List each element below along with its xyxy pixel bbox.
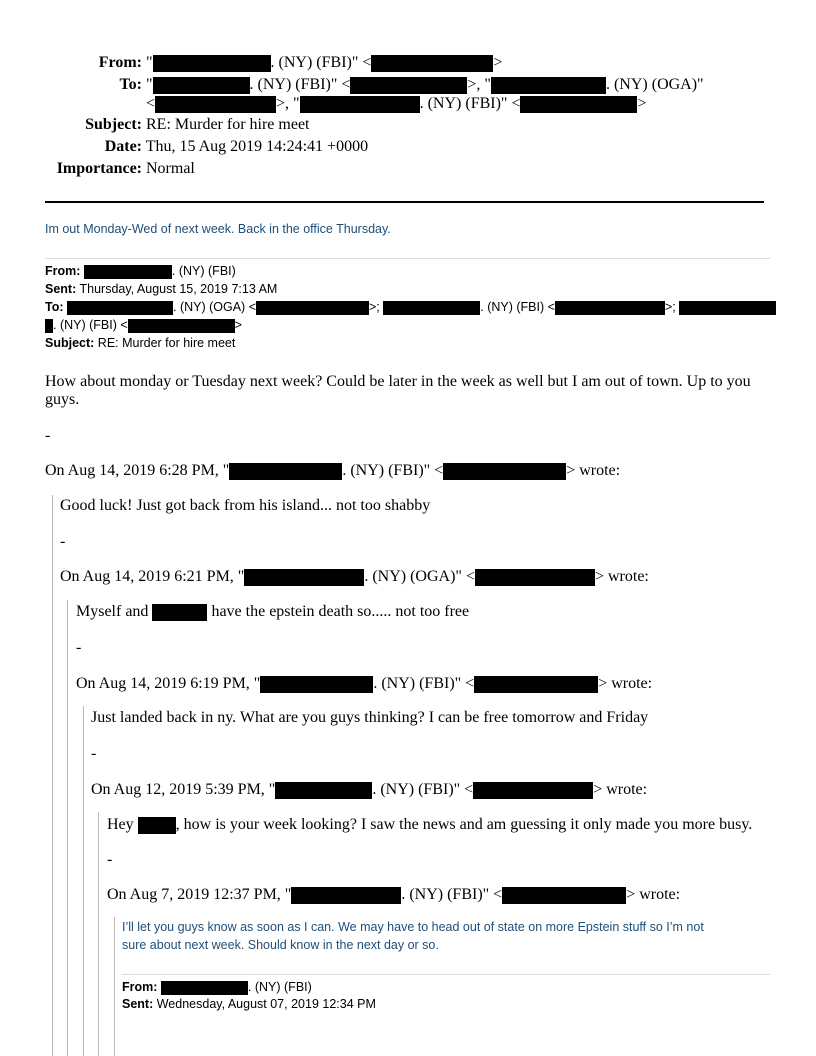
fwd1-sent-row: Sent: Thursday, August 15, 2019 7:13 AM: [45, 282, 278, 296]
importance-row: [50, 160, 195, 178]
message-text: I’ll let you guys know as soon as I can. We may have to head out of state on more Epstein stuff so I’m not: [122, 920, 704, 934]
redaction: [229, 463, 342, 480]
redaction: [679, 301, 776, 315]
quote-header: On Aug 12, 2019 5:39 PM, " . (NY) (FBI)" < > wrote:: [91, 781, 648, 798]
body-line: How about monday or Tuesday next week? Could be later in the week as well but I am out of town. Up to you: [45, 373, 751, 390]
to-label: To:: [119, 76, 142, 93]
redaction: [443, 463, 566, 480]
divider: [45, 258, 770, 259]
redaction: [555, 301, 665, 315]
quote-bar: [83, 706, 84, 1056]
redaction: [138, 817, 176, 834]
body-line: guys.: [45, 391, 80, 408]
date-label: Date:: [104, 138, 142, 155]
redaction: [300, 96, 420, 113]
redaction: [474, 676, 598, 693]
message-text: sure about next week. Should know in the next day or so.: [122, 938, 439, 952]
redaction: [45, 319, 53, 333]
message-text: Hey , how is your week looking? I saw the news and am guessing it only made you more busy.: [107, 816, 753, 833]
redaction: [84, 265, 172, 279]
importance-label: Importance:: [56, 160, 142, 177]
quote-bar: [52, 495, 53, 1056]
redaction: [371, 55, 493, 72]
subject-value: RE: Murder for hire meet: [146, 116, 310, 133]
fwd2-from-row: From: . (NY) (FBI): [122, 980, 312, 994]
redaction: [473, 782, 593, 799]
date-row: [50, 138, 368, 156]
redaction: [128, 319, 235, 333]
from-row: From: " . (NY) (FBI)" < >: [50, 54, 502, 72]
quote-header: On Aug 14, 2019 6:19 PM, " . (NY) (FBI)" < > wrote:: [76, 675, 653, 692]
header-divider: [45, 201, 764, 203]
redaction: [383, 301, 480, 315]
redaction: [275, 782, 372, 799]
subject-label: Subject:: [85, 116, 142, 133]
fwd1-to-row-continued: . (NY) (FBI) < >: [45, 318, 242, 333]
separator-dash: -: [107, 851, 113, 868]
quote-header: On Aug 7, 2019 12:37 PM, " . (NY) (FBI)" < > wrote:: [107, 886, 681, 903]
to-row: To: " . (NY) (FBI)" < >, " . (NY) (OGA)": [50, 76, 704, 94]
quote-header: On Aug 14, 2019 6:28 PM, " . (NY) (FBI)" < > wrote:: [45, 462, 621, 479]
to-row-continued: < >, " . (NY) (FBI)" < >: [146, 95, 647, 112]
separator-dash: -: [60, 533, 66, 550]
quote-bar: [67, 600, 68, 1056]
separator-dash: -: [91, 745, 97, 762]
fwd1-subject-row: Subject: RE: Murder for hire meet: [45, 336, 236, 350]
fwd1-from-row: From: . (NY) (FBI): [45, 264, 236, 278]
quote-bar: [98, 812, 99, 1056]
redaction: [291, 887, 401, 904]
redaction: [475, 569, 595, 586]
separator-dash: -: [76, 639, 82, 656]
redaction: [153, 55, 271, 72]
redaction: [244, 569, 364, 586]
importance-value: Normal: [146, 160, 195, 177]
separator-dash: -: [45, 427, 51, 444]
redaction: [502, 887, 626, 904]
redaction: [67, 301, 173, 315]
redaction: [350, 77, 467, 94]
redaction: [153, 77, 250, 94]
divider: [122, 974, 770, 975]
redaction: [520, 96, 637, 113]
message-text: Good luck! Just got back from his island... not too shabby: [60, 497, 431, 514]
subject-row: [50, 116, 310, 134]
fwd1-to-row: To: . (NY) (OGA) < >; . (NY) (FBI) < >;: [45, 300, 776, 315]
from-value: . (NY) (FBI)" <: [270, 54, 372, 71]
from-label: From:: [98, 54, 142, 71]
quote-header: On Aug 14, 2019 6:21 PM, " . (NY) (OGA)" < > wrote:: [60, 568, 649, 585]
redaction: [256, 301, 369, 315]
fwd2-sent-row: Sent: Wednesday, August 07, 2019 12:34 PM: [122, 997, 376, 1011]
redaction: [152, 604, 207, 621]
date-value: Thu, 15 Aug 2019 14:24:41 +0000: [145, 138, 369, 155]
redaction: [491, 77, 606, 94]
redaction: [260, 676, 373, 693]
top-reply-text: Im out Monday-Wed of next week. Back in the office Thursday.: [45, 222, 391, 236]
message-text: Myself and have the epstein death so..... not too free: [76, 603, 470, 620]
message-text: Just landed back in ny. What are you guys thinking? I can be free tomorrow and Friday: [91, 709, 649, 726]
redaction: [161, 981, 248, 995]
redaction: [155, 96, 276, 113]
quote-bar: [114, 917, 115, 1056]
